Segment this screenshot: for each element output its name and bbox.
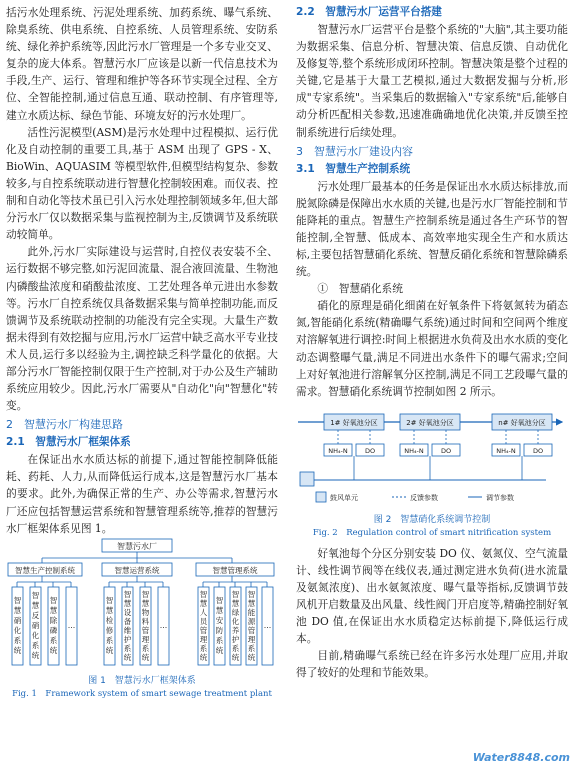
fig2-legend-blower-swatch (316, 492, 326, 502)
fig1-leaf-label: 智慧反硝化系统 (31, 590, 40, 660)
paragraph-framework: 在保证出水水质达标的前提下,通过智能控制降低能耗、药耗、人力,从而降低运行成本,这是智慧污水厂基本的要求。此外,为确保正常的生产、办公等需求,智慧污水厂还应包括智慧运营系统和智慧管理系统等,推荐的智慧污水厂框架体系见图 1。 (6, 453, 278, 535)
fig1-leaf-label: 智慧安防系统 (215, 595, 224, 655)
fig1-leaf-label: 智慧设备维护系统 (123, 589, 132, 662)
figure-1-caption-en: Fig. 1 Framework system of smart sewage treatment plant (12, 688, 272, 699)
fig1-leaf-label: … (159, 620, 168, 630)
paragraph-intro: 括污水处理系统、污泥处理系统、加药系统、曝气系统、除臭系统、供电系统、自控系统、人员管理系统、安防系统、绿化养护系统等,因此污水厂管理是一个多专业交叉、复杂的庞大体系。智慧污水厂应该是以新一代信息技术为手段,生产、运行、管理和维护等各环节实现全过程、全方位、全智能控制,通过信息互通、联动控制、有序管理等,建立水质达标、绿色节能、环境友好的污水处理厂。 (6, 6, 278, 122)
fig2-sensor-label: DO (532, 446, 544, 455)
fig2-sensor-label: NH₄-N (496, 446, 516, 455)
fig2-blower-icon (300, 472, 314, 486)
paragraph-current-status: 目前,精确曝气系统已经在许多污水处理厂应用,并取得了较好的处理和节能效果。 (296, 649, 568, 680)
fig2-sensor-label: NH₄-N (328, 446, 348, 455)
watermark-text: Water8848.com (472, 751, 570, 764)
paragraph-production-control: 污水处理厂最基本的任务是保证出水水质达标排放,而脱氮除磷是保障出水水质的关键,也是污水厂智能控制和节能降耗的重点。智慧生产控制系统是通过各生产环节的智能控制,全智慧、低成本、高效率地实现全生产和水质达标,主要包括智慧硝化系统、智慧反硝化系统和智慧除磷系统。 (296, 179, 568, 279)
fig2-sensor-label: DO (364, 446, 376, 455)
paragraph-problems: 此外,污水厂实际建设与运营时,自控仪表安装不全、运行数据不够完整,如污泥回流量、混合液回流量、生物池内磷酸盐浓度和硝酸盐浓度、工艺处理各单元进出水参数等。污水厂自控系统仅具备数据采集与简单控制功能,而反馈调节及系统联动控制的功能没有完全实现。大量生产数据未得到有效挖掘与应用,污水厂运营中缺乏高水平专业技术人员,运行多以经验为主,调控缺乏科学量化的依据。大部分污水厂智能控制仅限于生产控制,对于办公及生产辅助系统应用较少。因此,污水厂需要从"自动化"向"智慧化"转变。 (6, 245, 278, 413)
section-heading-2: 2 智慧污水厂构建思路 (6, 418, 123, 432)
fig1-leaf-label: 智慧能源管理系统 (247, 589, 256, 662)
fig2-zone-label: 1# 好氧池分区 (330, 418, 378, 427)
fig2-legend-blower: 鼓风单元 (330, 493, 358, 502)
fig1-mid-label-operation: 智慧运营系统 (114, 565, 160, 575)
figure-2-caption-en: Fig. 2 Regulation control of smart nitrification system (312, 527, 552, 538)
fig2-legend-adjust: 调节参数 (486, 493, 514, 502)
paragraph-nitrification: 硝化的原理是硝化细菌在好氧条件下将氨氮转为硝态氮,智能硝化系统(精确曝气系统)通过时间和空间两个维度对溶解氧进行调控:时间上根据进水负荷及出水水质的变化动态调整曝气量,满足不同进出水条件下的曝气需求;空间上对好氧池进行溶解氧分区控制,满足不同工艺段曝气量的需求。智慧硝化系统调节控制如图 2 所示。 (296, 299, 568, 398)
fig2-sensor-label: NH₄-N (404, 446, 424, 455)
fig1-leaf-label: … (67, 620, 76, 630)
fig2-legend-feedback: 反馈参数 (410, 493, 438, 502)
fig1-leaf-group (12, 582, 273, 665)
fig1-leaf-label: 智慧硝化系统 (13, 595, 22, 655)
fig1-mid-label-management: 智慧管理系统 (212, 565, 258, 575)
fig1-leaf-label: … (263, 620, 272, 630)
subsection-heading-3-1: 3.1 智慧生产控制系统 (296, 162, 411, 175)
fig1-leaf-label: 智慧物料管理系统 (141, 589, 150, 662)
right-column (296, 4, 568, 682)
subsection-heading-2-2: 2.2 智慧污水厂运营平台搭建 (296, 6, 442, 18)
fig1-leaf-label: 智慧除磷系统 (49, 595, 58, 655)
section-heading-3: 3 智慧污水厂建设内容 (296, 144, 413, 158)
fig1-leaf-label: 智慧绿化养护系统 (231, 589, 240, 662)
figure-1-framework-diagram (6, 537, 278, 671)
fig1-root-label: 智慧污水厂 (117, 541, 157, 551)
fig1-leaf-label: 智慧检修系统 (105, 595, 114, 655)
fig1-leaf-label: 智慧人员管理系统 (199, 589, 208, 662)
fig1-mid-label-production: 智慧生产控制系统 (15, 565, 75, 575)
subsection-heading-2-1: 2.1 智慧污水厂框架体系 (6, 436, 131, 449)
figure-2-caption-cn: 图 2 智慧硝化系统调节控制 (373, 514, 491, 525)
paragraph-platform: 智慧污水厂运营平台是整个系统的"大脑",其主要功能为数据采集、信息分析、智慧决策、信息反馈、自动优化及修复等,整个系统形成闭环控制。智慧决策是整个过程的关键,它是基于大量工艺模拟,通过大数据发掘与分析,形成"专家系统"。当采集后的数据输入"专家系统"后,能够自动分析匹配相关参数,迅速准确确地优化决策,并反馈至控制系统进行后续处理。 (296, 23, 568, 139)
figure-1-caption-cn: 图 1 智慧污水厂框架体系 (88, 675, 196, 686)
fig2-zone-label: n# 好氧池分区 (498, 418, 546, 427)
left-column (6, 4, 278, 706)
paragraph-asm: 活性污泥模型(ASM)是污水处理中过程模拟、运行优化及自动控制的重要工具,基于 ASM 出现了 GPS - X、BioWin、AQUASIM 等模型软件,但模型结构复杂、参数较多,与自控系统联动进行智慧化控制较困难。而仪表、控制和自动化等技术虽已引入污水处理控制领域多年,但大部分污水厂仅以数据采集与监视控制为主,反馈调节及系统联动较简单。 (6, 125, 278, 242)
watermark-logo (472, 743, 572, 771)
figure-2-nitrification-diagram (296, 400, 568, 510)
paragraph-aeration-zones: 好氧池每个分区分别安装 DO 仪、氨氮仪、空气流量计、线性调节阀等在线仪表,通过测定进水负荷(进水流量及氨氮浓度)、出水氨氮浓度、曝气量等指标,反馈调节鼓风机开启数量及出风量、线性阀门开启度等,精确控制好氧池 DO 值,在保证出水水质稳定达标前提下,降低运行成本。 (296, 546, 568, 646)
fig2-sensor-label: DO (440, 446, 452, 455)
item-heading-nitrification: ① 智慧硝化系统 (317, 282, 403, 296)
fig2-zone-label: 2# 好氧池分区 (406, 418, 454, 427)
